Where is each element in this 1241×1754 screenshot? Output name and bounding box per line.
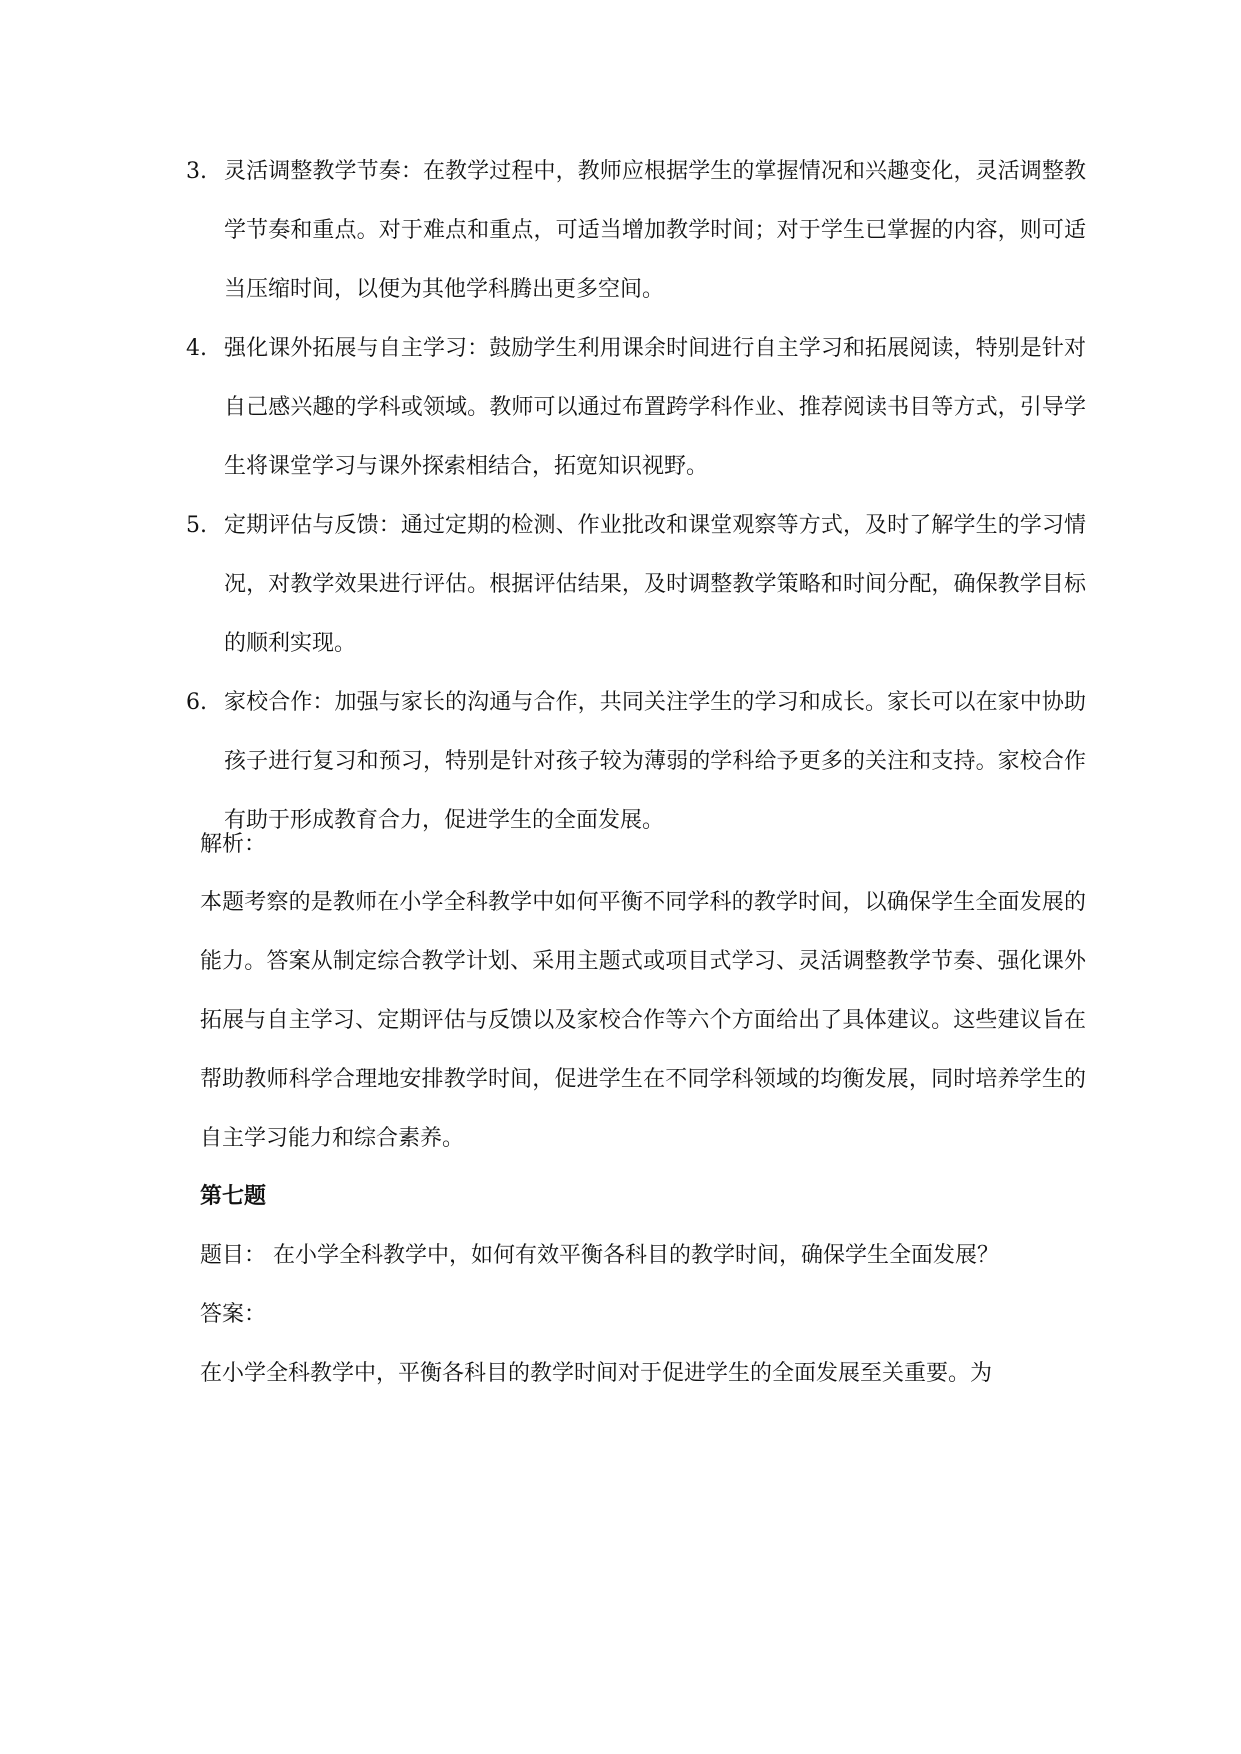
answer-label: 答案： — [200, 1302, 267, 1327]
question-text: 题目： 在小学全科教学中，如何有效平衡各科目的教学时间，确保学生全面发展？ — [200, 1243, 999, 1268]
list-item-text: 灵活调整教学节奏：在教学过程中，教师应根据学生的掌握情况和兴趣变化，灵活调整教学节奏和重点。对于难点和重点，可适当增加教学时间；对于学生已掌握的内容，则可适当压缩时间，以便为其他学科腾出更多空间。 — [224, 159, 1086, 302]
list-item-number: 3. — [186, 159, 207, 184]
list-item-number: 6. — [186, 690, 207, 715]
numbered-list — [186, 142, 1086, 850]
list-item-number: 5. — [186, 513, 207, 538]
answer-text: 在小学全科教学中，平衡各科目的教学时间对于促进学生的全面发展至关重要。为 — [200, 1361, 993, 1386]
list-item-text: 定期评估与反馈：通过定期的检测、作业批改和课堂观察等方式，及时了解学生的学习情况，对教学效果进行评估。根据评估结果，及时调整教学策略和时间分配，确保教学目标的顺利实现。 — [224, 513, 1086, 656]
list-item-number: 4. — [186, 336, 207, 361]
list-item-text: 强化课外拓展与自主学习：鼓励学生利用课余时间进行自主学习和拓展阅读，特别是针对自己感兴趣的学科或领域。教师可以通过布置跨学科作业、推荐阅读书目等方式，引导学生将课堂学习与课外探索相结合，拓宽知识视野。 — [224, 336, 1086, 479]
list-item — [186, 319, 1086, 496]
list-item — [186, 142, 1086, 319]
analysis-label: 解析： — [200, 832, 267, 857]
question-heading: 第七题 — [200, 1183, 267, 1209]
list-item-text: 家校合作：加强与家长的沟通与合作，共同关注学生的学习和成长。家长可以在家中协助孩子进行复习和预习，特别是针对孩子较为薄弱的学科给予更多的关注和支持。家校合作有助于形成教育合力，促进学生的全面发展。 — [224, 690, 1086, 833]
analysis-text: 本题考察的是教师在小学全科教学中如何平衡不同学科的教学时间，以确保学生全面发展的能力。答案从制定综合教学计划、采用主题式或项目式学习、灵活调整教学节奏、强化课外拓展与自主学习、定期评估与反馈以及家校合作等六个方面给出了具体建议。这些建议旨在帮助教师科学合理地安排教学时间，促进学生在不同学科领域的均衡发展，同时培养学生的自主学习能力和综合素养。 — [200, 890, 1086, 1151]
list-item — [186, 496, 1086, 673]
